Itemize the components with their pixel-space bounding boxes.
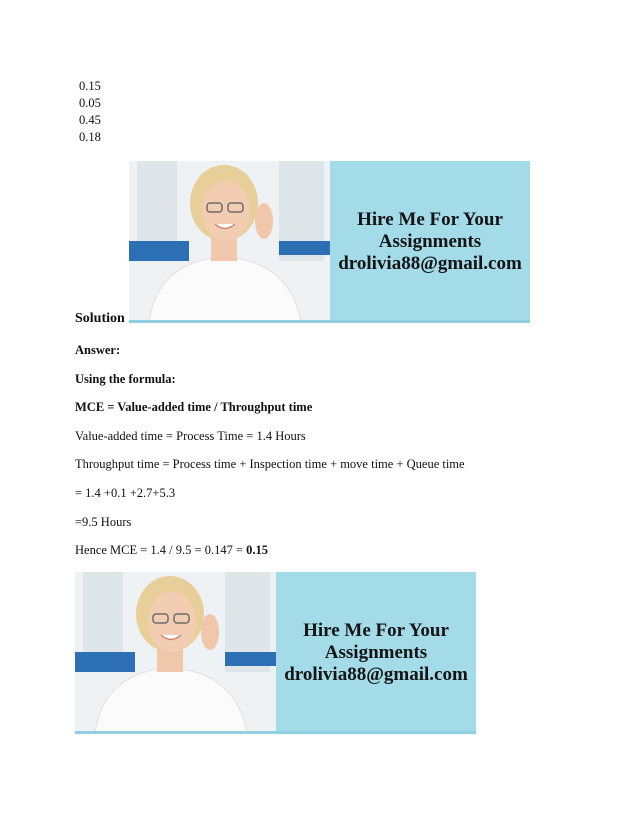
final-answer: 0.15 <box>246 543 269 557</box>
hire-me-banner-2[interactable] <box>75 572 476 734</box>
ad-line-2: Assignments <box>324 642 428 664</box>
woman-photo <box>129 161 330 323</box>
banner-bottom-stripe <box>129 320 530 323</box>
answer-label: Answer: <box>75 343 121 357</box>
result-line: =9.5 Hours <box>75 515 132 529</box>
ad-text-box <box>330 161 530 323</box>
ad-text-box-2 <box>276 572 476 734</box>
ad-line-2: Assignments <box>378 231 482 253</box>
ad-email: drolivia88@gmail.com <box>338 252 522 274</box>
woman-photo-2 <box>75 572 276 734</box>
hence-line <box>75 543 268 558</box>
hire-me-banner[interactable] <box>129 161 530 323</box>
solution-heading: Solution <box>75 311 125 326</box>
ad-email: drolivia88@gmail.com <box>284 663 468 685</box>
hence-prefix: Hence MCE = 1.4 / 9.5 = 0.147 = <box>75 543 247 557</box>
option-3: 0.45 <box>79 113 101 127</box>
ad-line-1: Hire Me For Your <box>303 620 449 642</box>
option-1: 0.15 <box>79 79 101 93</box>
using-formula-label: Using the formula: <box>75 372 176 386</box>
sum-line: = 1.4 +0.1 +2.7+5.3 <box>75 486 176 500</box>
banner-bottom-stripe <box>75 731 476 734</box>
mce-formula: MCE = Value-added time / Throughput time <box>75 400 313 414</box>
option-4: 0.18 <box>79 130 101 144</box>
throughput-line: Throughput time = Process time + Inspection time + move time + Queue time <box>75 457 465 471</box>
ad-line-1: Hire Me For Your <box>357 209 503 231</box>
value-added-line: Value-added time = Process Time = 1.4 Hours <box>75 429 306 443</box>
option-2: 0.05 <box>79 96 101 110</box>
